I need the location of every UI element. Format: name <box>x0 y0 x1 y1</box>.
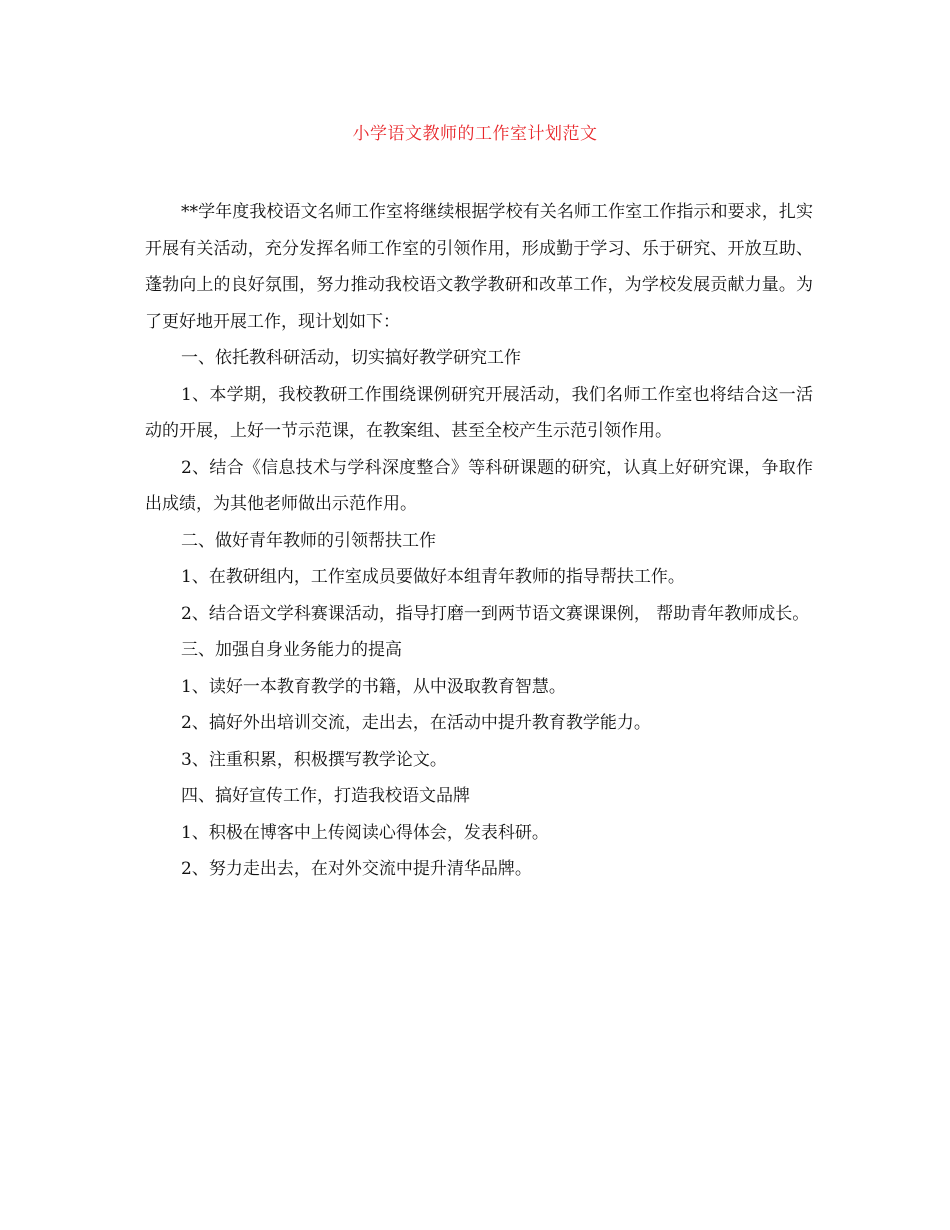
section-4-item-2: 2、努力走出去，在对外交流中提升清华品牌。 <box>181 859 532 879</box>
section-2-item-1: 1、在教研组内，工作室成员要做好本组青年教师的指导帮扶工作。 <box>181 567 685 587</box>
section-3-item-1: 1、读好一本教育教学的书籍，从中汲取教育智慧。 <box>181 676 566 697</box>
section-heading-3: 三、加强自身业务能力的提高 <box>181 640 402 660</box>
intro-paragraph: **学年度我校语文名师工作室将继续根据学校有关名师工作室工作指示和要求，扎实开展有关活动，充分发挥名师工作室的引领作用，形成勤于学习、乐于研究、开放互助、蓬勃向上的良好氛围，努力推动我校语文教学教研和改革工作，为学校发展贡献力量。为了更好地开展工作，现计划如下： <box>145 202 813 332</box>
section-2-item-2: 2、结合语文学科赛课活动，指导打磨一到两节语文赛课课例， 帮助青年教师成长。 <box>181 603 810 624</box>
section-3-item-3: 3、注重积累，积极撰写教学论文。 <box>181 749 447 770</box>
section-1-item-2: 2、结合《信息技术与学科深度整合》等科研课题的研究，认真上好研究课，争取作出成绩，为其他老师做出示范作用。 <box>145 457 813 514</box>
section-heading-1: 一、依托教科研活动，切实搞好教学研究工作 <box>181 348 521 368</box>
section-4-item-1: 1、积极在博客中上传阅读心得体会，发表科研。 <box>181 822 549 843</box>
document-title: 小学语文教师的工作室计划范文 <box>352 124 598 144</box>
document-body <box>145 194 813 888</box>
section-1-item-1: 1、本学期，我校教研工作围绕课例研究开展活动，我们名师工作室也将结合这一活动的开展，上好一节示范课，在教案组、甚至全校产生示范引领作用。 <box>145 384 813 441</box>
section-heading-2: 二、做好青年教师的引领帮扶工作 <box>181 530 436 551</box>
section-heading-4: 四、搞好宣传工作，打造我校语文品牌 <box>181 786 470 806</box>
section-3-item-2: 2、搞好外出培训交流，走出去，在活动中提升教育教学能力。 <box>181 713 651 733</box>
